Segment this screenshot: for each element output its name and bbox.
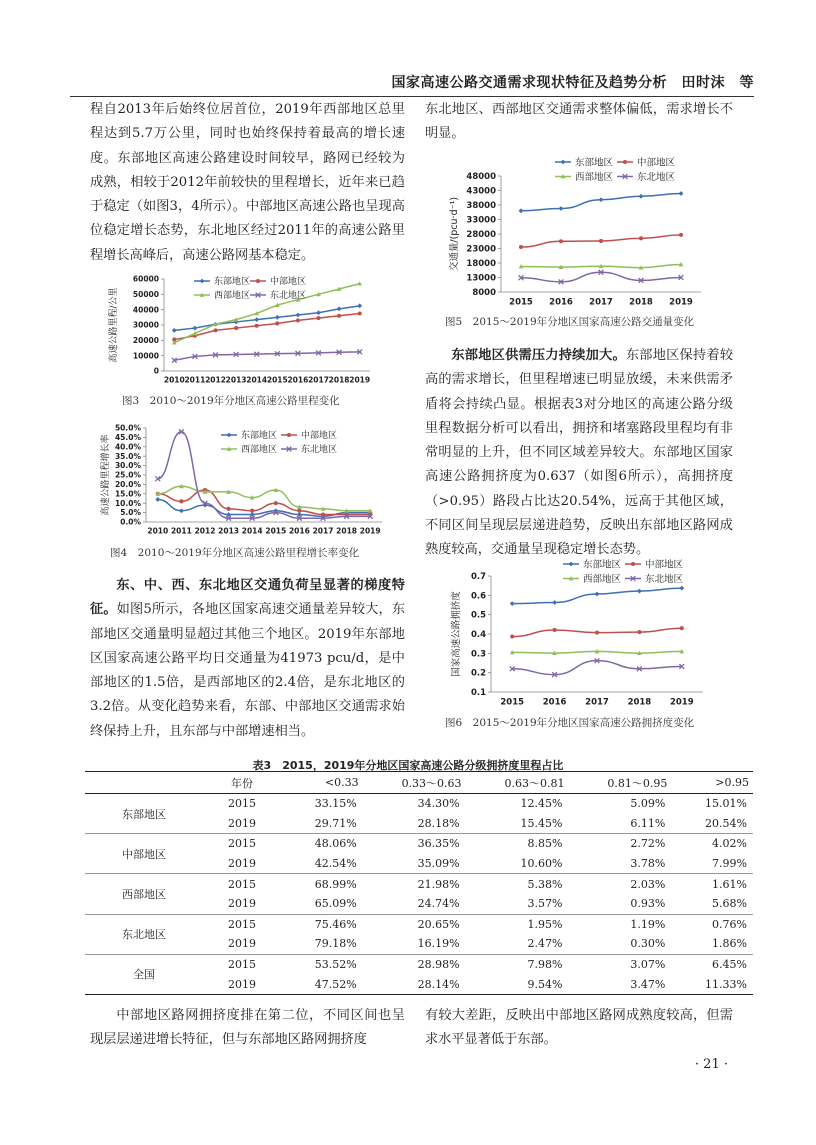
- data-point: [358, 311, 362, 315]
- data-point: [519, 208, 524, 213]
- y-axis-label: 高速公路里程增长率: [101, 434, 111, 516]
- value-cell: 35.09%: [363, 854, 466, 874]
- data-point: [637, 630, 641, 634]
- y-tick-label: 0.6: [470, 591, 486, 602]
- x-tick-label: 2016: [542, 697, 567, 708]
- y-tick-label: 13000: [466, 273, 496, 284]
- y-tick-label: 23000: [466, 244, 496, 255]
- x-tick-label: 2018: [629, 297, 653, 308]
- value-cell: 2.72%: [630, 837, 666, 851]
- table-header-cell: 0.63～0.81: [466, 772, 569, 794]
- y-tick-label: 0.1: [470, 687, 486, 698]
- value-cell: 15.45%: [466, 814, 569, 834]
- legend-label: 东北地区: [645, 573, 684, 585]
- value-cell: 7.98%: [527, 958, 563, 972]
- y-axis-label: 国家高速公路拥挤度: [451, 591, 462, 677]
- legend-label: 西部地区: [575, 171, 614, 183]
- y-tick-label: 8000: [472, 287, 496, 298]
- x-tick-label: 2018: [336, 526, 358, 536]
- region-cell: 东北地区: [85, 914, 203, 954]
- value-cell: 6.11%: [568, 814, 671, 834]
- table-3-caption: 表3 2015，2019年分地区国家高速公路分级拥挤度里程占比: [252, 759, 564, 772]
- section-heading-pressure: 东部地区供需压力持续加大。: [451, 348, 626, 363]
- y-tick-label: 48000: [466, 171, 496, 182]
- y-tick-label: 0.7: [470, 571, 486, 582]
- data-point: [256, 279, 260, 283]
- data-point: [227, 507, 231, 511]
- data-point: [561, 160, 566, 165]
- table-header-cell: [85, 772, 203, 794]
- y-tick-label: 0.0%: [120, 517, 141, 527]
- y-tick-label: 25.0%: [114, 470, 141, 480]
- x-tick-label: 2019: [669, 297, 693, 308]
- x-tick-label: 2018: [328, 375, 350, 385]
- y-tick-label: 30.0%: [114, 461, 141, 471]
- data-point: [519, 245, 523, 249]
- figure-3-chart: [106, 272, 374, 388]
- value-cell: 33.15%: [314, 797, 357, 811]
- table-row: [85, 914, 753, 934]
- paragraph-pressure: 东部地区保持着较高的需求增长，但里程增速已明显放缓，未来供需矛盾将会持续凸显。根据表3对分地区的高速公路分级里程数据分析可以看出，拥挤和堵塞路段里程均有非常明显的上升，但不同区域差异较大。东部地区国家高速公路拥挤度为0.637（如图6所示），高拥挤度（>0.95）路段占比达20.54%，远高于其他区域，不同区间呈现层层递进趋势，反映出东部地区路网成熟度较高，交通量呈现稳定增长态势。: [425, 348, 734, 558]
- value-cell: 20.65%: [417, 917, 460, 931]
- data-point: [193, 326, 198, 331]
- data-point: [179, 499, 183, 503]
- value-cell: 24.74%: [363, 894, 466, 914]
- year-cell: 2015: [228, 797, 256, 811]
- value-cell: 47.52%: [281, 974, 363, 994]
- value-cell: 10.60%: [466, 854, 569, 874]
- y-axis-label: 交通量/(pcu·d⁻¹): [449, 196, 460, 272]
- table-header-cell: <0.33: [281, 772, 363, 794]
- data-point: [559, 239, 563, 243]
- y-tick-label: 40.0%: [114, 442, 141, 452]
- y-tick-label: 0.2: [470, 668, 486, 679]
- x-tick-label: 2016: [287, 375, 309, 385]
- section-heading-gradient: 东、中、西、东北地区交通负荷呈显著的梯度特征。: [90, 578, 405, 618]
- x-tick-label: 2019: [359, 526, 381, 536]
- value-cell: 28.18%: [363, 814, 466, 834]
- value-cell: 1.86%: [671, 934, 753, 954]
- data-point: [200, 279, 205, 284]
- x-tick-label: 2019: [669, 697, 694, 708]
- table-body: [85, 794, 753, 995]
- data-point: [357, 303, 362, 308]
- value-cell: 15.01%: [705, 797, 747, 811]
- figure-4-caption: 图4 2010～2019年分地区高速公路里程增长率变化: [110, 547, 360, 559]
- x-tick-label: 2015: [509, 297, 533, 308]
- y-tick-label: 28000: [466, 229, 496, 240]
- y-tick-label: 0: [153, 366, 159, 376]
- left-column-top: [90, 98, 405, 268]
- x-tick-label: 2013: [218, 526, 240, 536]
- value-cell: 68.99%: [314, 877, 357, 891]
- data-point: [250, 509, 254, 513]
- data-point: [595, 592, 600, 597]
- value-cell: 0.76%: [712, 917, 747, 931]
- data-point: [337, 307, 342, 312]
- legend-label: 东北地区: [301, 445, 338, 456]
- value-cell: 28.14%: [363, 974, 466, 994]
- data-point: [255, 324, 259, 328]
- value-cell: 4.02%: [712, 837, 747, 851]
- data-point: [679, 191, 684, 196]
- y-tick-label: 45.0%: [114, 433, 141, 443]
- table-header-cell: 0.81～0.95: [568, 772, 671, 794]
- value-cell: 0.30%: [568, 934, 671, 954]
- data-point: [227, 433, 232, 438]
- y-tick-label: 15.0%: [114, 489, 141, 499]
- y-tick-label: 0.4: [470, 629, 486, 640]
- data-point: [639, 236, 643, 240]
- table-row: [85, 874, 753, 894]
- y-tick-label: 50000: [132, 289, 159, 299]
- header-title: 国家高速公路交通需求现状特征及趋势分析 田时沫 等: [391, 75, 754, 91]
- table-header-cell: >0.95: [671, 772, 753, 794]
- y-tick-label: 50.0%: [114, 423, 141, 433]
- figure-6-chart: [445, 556, 707, 712]
- value-cell: 2.47%: [466, 934, 569, 954]
- legend-label: 东部地区: [214, 277, 251, 288]
- x-tick-label: 2017: [589, 297, 613, 308]
- value-cell: 48.06%: [314, 837, 357, 851]
- year-cell: 2019: [203, 814, 281, 834]
- value-cell: 2.03%: [630, 877, 666, 891]
- data-point: [599, 239, 603, 243]
- data-point: [234, 326, 238, 330]
- data-point: [296, 313, 301, 318]
- value-cell: 6.45%: [712, 958, 747, 972]
- year-cell: 2019: [203, 974, 281, 994]
- data-point: [639, 194, 644, 199]
- data-point: [559, 206, 564, 211]
- table-row: [85, 794, 753, 814]
- figure-4-chart: [96, 422, 386, 540]
- x-tick-label: 2010: [147, 526, 169, 536]
- y-tick-label: 30000: [132, 320, 159, 330]
- y-tick-label: 20.0%: [114, 480, 141, 490]
- x-tick-label: 2017: [308, 375, 329, 385]
- y-tick-label: 40000: [132, 305, 159, 315]
- region-cell: 东部地区: [85, 794, 203, 834]
- value-cell: 0.93%: [568, 894, 671, 914]
- x-tick-label: 2014: [241, 526, 263, 536]
- data-point: [297, 509, 301, 513]
- data-point: [337, 314, 341, 318]
- x-tick-label: 2010: [163, 375, 185, 385]
- data-point: [254, 317, 259, 322]
- y-tick-label: 10.0%: [114, 498, 141, 508]
- legend-label: 东部地区: [241, 431, 278, 442]
- value-cell: 16.19%: [363, 934, 466, 954]
- y-tick-label: 60000: [132, 274, 159, 284]
- legend-label: 东北地区: [270, 291, 307, 302]
- data-point: [680, 626, 684, 630]
- data-point: [510, 634, 514, 638]
- x-tick-label: 2013: [225, 375, 247, 385]
- value-cell: 3.57%: [466, 894, 569, 914]
- legend-label: 东北地区: [637, 171, 676, 183]
- value-cell: 29.71%: [281, 814, 363, 834]
- data-point: [275, 315, 280, 320]
- y-tick-label: 0.3: [470, 649, 486, 660]
- year-cell: 2015: [228, 877, 256, 891]
- y-tick-label: 35.0%: [114, 451, 141, 461]
- x-tick-label: 2019: [349, 375, 371, 385]
- data-point: [595, 631, 599, 635]
- value-cell: 42.54%: [281, 854, 363, 874]
- data-point: [179, 508, 184, 513]
- paragraph-central-cont: 有较大差距，反映出中部地区路网成熟度较高，但需求水平显著低于东部。: [425, 1008, 733, 1048]
- right-column-middle: [425, 344, 733, 563]
- value-cell: 9.54%: [466, 974, 569, 994]
- year-cell: 2015: [228, 917, 256, 931]
- legend-label: 中部地区: [270, 277, 307, 288]
- value-cell: 53.52%: [314, 958, 357, 972]
- value-cell: 75.46%: [314, 917, 357, 931]
- data-point: [287, 433, 291, 437]
- running-header: [70, 58, 754, 97]
- value-cell: 65.09%: [281, 894, 363, 914]
- x-tick-label: 2017: [585, 697, 609, 708]
- legend-label: 中部地区: [645, 559, 684, 571]
- y-tick-label: 18000: [466, 258, 496, 269]
- figure-6-caption: 图6 2015～2019年分地区国家高速公路拥挤度变化: [445, 717, 695, 729]
- value-cell: 1.19%: [630, 917, 666, 931]
- data-point: [569, 562, 574, 567]
- value-cell: 5.38%: [527, 877, 563, 891]
- legend-label: 西部地区: [241, 445, 278, 456]
- value-cell: 1.95%: [527, 917, 563, 931]
- x-tick-label: 2015: [266, 375, 288, 385]
- bottom-right-text: [425, 1004, 733, 1053]
- x-tick-label: 2015: [500, 697, 525, 708]
- data-point: [275, 321, 279, 325]
- value-cell: 36.35%: [417, 837, 460, 851]
- value-cell: 21.98%: [417, 877, 460, 891]
- left-column-bottom: [90, 574, 405, 744]
- region-cell: 全国: [85, 954, 203, 994]
- value-cell: 3.78%: [568, 854, 671, 874]
- y-tick-label: 43000: [466, 186, 496, 197]
- y-tick-label: 20000: [132, 335, 159, 345]
- value-cell: 11.33%: [671, 974, 753, 994]
- y-tick-label: 33000: [466, 215, 496, 226]
- x-tick-label: 2016: [549, 297, 573, 308]
- value-cell: 5.68%: [671, 894, 753, 914]
- legend-label: 中部地区: [637, 157, 676, 169]
- paragraph-northeast: 东北地区、西部地区交通需求整体偏低，需求增长不明显。: [425, 102, 733, 142]
- legend-label: 西部地区: [583, 573, 622, 585]
- x-tick-label: 2016: [288, 526, 310, 536]
- figure-5-caption: 图5 2015～2019年分地区国家高速公路交通量变化: [445, 316, 695, 328]
- year-cell: 2019: [203, 854, 281, 874]
- paragraph-central: 中部地区路网拥挤度排在第二位，不同区间也呈现层层递进增长特征，但与东部地区路网拥挤度: [90, 1008, 405, 1048]
- year-cell: 2019: [203, 934, 281, 954]
- data-point: [679, 233, 683, 237]
- x-tick-label: 2014: [246, 375, 268, 385]
- x-tick-label: 2011: [184, 375, 206, 385]
- legend-label: 西部地区: [214, 291, 251, 302]
- paragraph-gradient: 如图5所示，各地区国家高速交通量差异较大，东部地区交通量明显超过其他三个地区。2019年东部地区国家高速公路平均日交通量为41973 pcu/d，是中部地区的1.5倍，是西部地区的2.4倍，是东北地区的3.2倍。从变化趋势来看，东部、中部地区交通需求始终保持上升，且东部与中部增速相当。: [90, 602, 406, 739]
- data-point: [679, 586, 684, 591]
- value-cell: 5.09%: [630, 797, 666, 811]
- figure-3-caption: 图3 2010～2019年分地区高速公路里程变化: [122, 395, 340, 407]
- legend-label: 东部地区: [583, 559, 622, 571]
- y-tick-label: 38000: [466, 200, 496, 211]
- table-header-cell: 年份: [203, 772, 281, 794]
- value-cell: 8.85%: [527, 837, 563, 851]
- year-cell: 2019: [203, 894, 281, 914]
- series-line: [512, 661, 682, 675]
- year-cell: 2015: [228, 837, 256, 851]
- value-cell: 34.30%: [417, 797, 460, 811]
- legend-label: 中部地区: [301, 431, 338, 442]
- table-3: [85, 771, 753, 995]
- series-line: [174, 352, 359, 360]
- table-header-cell: 0.33～0.63: [363, 772, 466, 794]
- data-point: [296, 318, 300, 322]
- data-point: [155, 497, 160, 502]
- year-cell: 2015: [228, 958, 256, 972]
- value-cell: 1.61%: [712, 877, 747, 891]
- data-point: [631, 562, 635, 566]
- bottom-left-text: [90, 1004, 405, 1053]
- figure-5-chart: [445, 152, 705, 312]
- legend-label: 东部地区: [575, 157, 614, 169]
- data-point: [213, 328, 217, 332]
- value-cell: 12.45%: [520, 797, 563, 811]
- value-cell: 7.99%: [671, 854, 753, 874]
- region-cell: 中部地区: [85, 834, 203, 874]
- value-cell: 3.07%: [630, 958, 666, 972]
- data-point: [316, 316, 320, 320]
- y-axis-label: 高速公路里程/公里: [109, 287, 119, 363]
- value-cell: 3.47%: [568, 974, 671, 994]
- y-tick-label: 5.0%: [120, 508, 141, 518]
- data-point: [274, 501, 278, 505]
- page-number: · 21 ·: [694, 1057, 728, 1072]
- table-row: [85, 954, 753, 974]
- value-cell: 20.54%: [671, 814, 753, 834]
- y-tick-label: 0.5: [470, 610, 486, 621]
- y-tick-label: 10000: [132, 351, 159, 361]
- x-tick-label: 2012: [194, 526, 216, 536]
- value-cell: 28.98%: [417, 958, 460, 972]
- x-tick-label: 2015: [265, 526, 287, 536]
- right-column-top: [425, 98, 733, 147]
- x-tick-label: 2018: [627, 697, 652, 708]
- data-point: [623, 160, 627, 164]
- table-header-row: [85, 772, 753, 794]
- series-line: [521, 272, 681, 282]
- data-point: [553, 628, 557, 632]
- data-point: [637, 589, 642, 594]
- data-point: [172, 328, 177, 333]
- region-cell: 西部地区: [85, 874, 203, 914]
- data-point: [552, 600, 557, 605]
- table-row: [85, 834, 753, 854]
- data-point: [510, 601, 515, 606]
- data-point: [599, 197, 604, 202]
- x-tick-label: 2017: [312, 526, 334, 536]
- data-point: [316, 310, 321, 315]
- x-tick-label: 2011: [170, 526, 192, 536]
- paragraph-mileage: 程自2013年后始终位居首位，2019年西部地区总里程达到5.7万公里，同时也始终保持着最高的增长速度。东部地区高速公路建设时间较早，路网已经较为成熟，相较于2012年前较快的里程增长，近年来已趋于稳定（如图3，4所示）。中部地区高速公路也呈现高位稳定增长态势，东北地区经过2011年的高速公路里程增长高峰后，高速公路网基本稳定。: [90, 102, 405, 263]
- x-tick-label: 2012: [205, 375, 226, 385]
- value-cell: 79.18%: [281, 934, 363, 954]
